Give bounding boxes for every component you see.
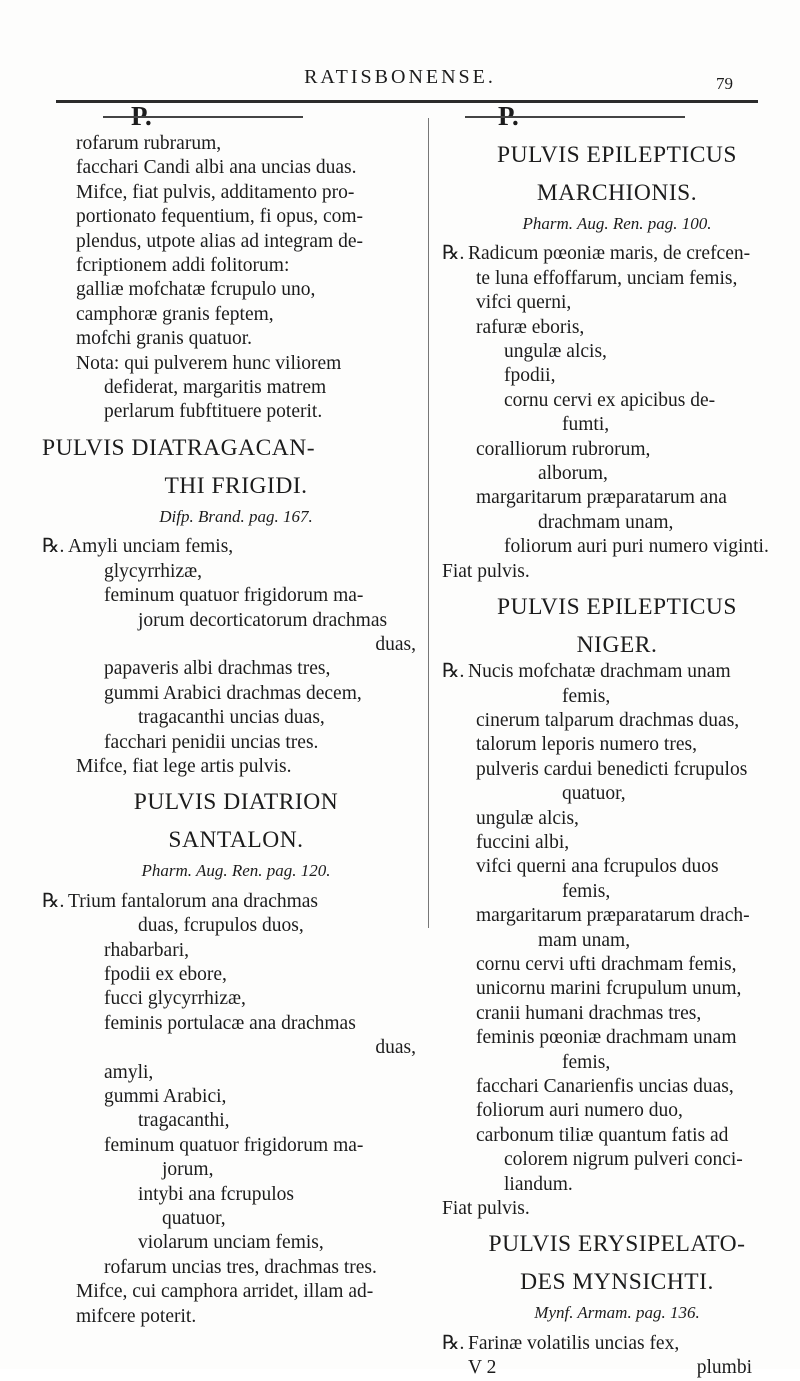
text-line: feminis portulacæ ana drachmas (104, 1012, 356, 1034)
text-line: feminum quatuor frigidorum ma- (104, 585, 364, 607)
source-reference: Pharm. Aug. Ren. pag. 120. (141, 861, 331, 881)
text-line: carbonum tiliæ quantum fatis ad (476, 1124, 729, 1146)
recipe-symbol: ℞. (42, 536, 65, 558)
header-rule (56, 100, 758, 103)
left-column-letter: P. (131, 101, 152, 131)
section-heading: PULVIS EPILEPTICUS (497, 142, 737, 168)
text-line: violarum unciam femis, (138, 1232, 324, 1254)
text-line: rhabarbari, (104, 939, 189, 961)
text-line: facchari Canarienfis uncias duas, (476, 1076, 734, 1097)
text-line: Amyli unciam femis, (68, 536, 234, 558)
source-reference: Pharm. Aug. Ren. pag. 100. (522, 214, 712, 233)
text-line: fpodii ex ebore, (104, 963, 227, 985)
text-line: camphoræ granis feptem, (76, 303, 274, 325)
recipe-symbol: ℞. (442, 1332, 465, 1354)
text-line: galliæ mofchatæ fcrupulo uno, (76, 279, 316, 301)
text-line: jorum decorticatorum drachmas (138, 609, 388, 631)
text-line: Fiat pulvis. (442, 560, 530, 582)
text-line: jorum, (162, 1159, 214, 1181)
text-line: ungulæ alcis, (476, 807, 579, 829)
section-heading: PULVIS DIATRION (133, 789, 339, 816)
text-line: duas, (375, 633, 416, 655)
page-number: 79 (716, 74, 733, 93)
section-heading: DES MYNSICHTI. (520, 1269, 714, 1296)
text-line: defiderat, margaritis matrem (104, 377, 327, 399)
recipe-line (442, 660, 792, 684)
recipe-line (42, 535, 430, 559)
text-line: amyli, (104, 1061, 154, 1083)
text-line: Nucis mofchatæ drachmam unam (468, 661, 731, 683)
text-line: rofarum rubrarum, (76, 133, 222, 154)
text-line: colorem nigrum pulveri conci- (504, 1149, 743, 1171)
text-line: Trium fantalorum ana drachmas (68, 890, 319, 912)
text-line: duas, fcrupulos duos, (138, 915, 304, 937)
text-line: Nota: qui pulverem hunc viliorem (76, 352, 342, 374)
section-heading: NIGER. (576, 632, 658, 659)
text-line: plendus, utpote alias ad integram de- (76, 230, 363, 252)
text-line: quatuor, (562, 783, 626, 805)
text-line: gummi Arabici, (104, 1086, 227, 1107)
text-line: Radicum pœoniæ maris, de crefcen- (468, 243, 751, 265)
recipe-symbol: ℞. (442, 661, 465, 683)
text-line: tragacanthi uncias duas, (138, 707, 325, 729)
text-line: talorum leporis numero tres, (476, 734, 697, 756)
text-line: fumti, (562, 414, 610, 436)
text-line: mam unam, (538, 929, 631, 951)
text-line: facchari Candi albi ana uncias duas. (76, 157, 357, 179)
text-line: te luna effoffarum, unciam femis, (476, 267, 738, 289)
text-line: cornu cervi ex apicibus de- (504, 389, 716, 411)
text-line: Mifce, fiat lege artis pulvis. (76, 755, 292, 777)
section-heading: THI FRIGIDI. (164, 472, 308, 499)
text-line: mifcere poterit. (76, 1305, 197, 1327)
text-line: ungulæ alcis, (504, 341, 607, 363)
section-heading: SANTALON. (168, 827, 304, 854)
text-line: rofarum uncias tres, drachmas tres. (104, 1256, 377, 1278)
text-line: fcriptionem addi folitorum: (76, 255, 290, 277)
running-title: RATISBONENSE. (304, 66, 496, 88)
text-line: feminum quatuor frigidorum ma- (104, 1134, 364, 1156)
recipe-line (442, 242, 792, 266)
text-line: glycyrrhizæ, (104, 560, 203, 582)
text-line: unicornu marini fcrupulum unum, (476, 978, 742, 1000)
recipe-symbol: ℞. (442, 243, 465, 265)
text-line: Mifce, fiat pulvis, additamento pro- (76, 181, 355, 203)
text-line: femis, (562, 1051, 611, 1073)
text-line: liandum. (504, 1173, 573, 1195)
text-line: cornu cervi ufti drachmam femis, (476, 953, 737, 975)
signature-line (442, 1356, 792, 1380)
text-line: quatuor, (162, 1208, 226, 1230)
text-line: perlarum fubftituere poterit. (104, 401, 323, 423)
right-column-letter: P. (498, 101, 519, 131)
recipe-line (42, 890, 430, 914)
text-line: rafuræ eboris, (476, 316, 585, 338)
text-line: pulveris cardui benedicti fcrupulos (476, 758, 748, 780)
text-line: vifci querni ana fcrupulos duos (476, 856, 719, 878)
right-letter-rule (465, 116, 685, 118)
left-column (42, 132, 430, 1329)
text-line: drachmam unam, (538, 511, 674, 533)
text-line: vifci querni, (476, 292, 572, 314)
text-line: mofchi granis quatuor. (76, 328, 253, 350)
text-line: feminis pœoniæ drachmam unam (476, 1027, 737, 1049)
text-line: alborum, (538, 463, 608, 485)
recipe-line (442, 1332, 792, 1356)
text-line: cinerum talparum drachmas duas, (476, 709, 740, 731)
text-line: femis, (562, 685, 611, 707)
text-line: Fiat pulvis. (442, 1198, 530, 1220)
text-line: margaritarum præparatarum drach- (476, 905, 750, 927)
text-line: tragacanthi, (138, 1110, 230, 1132)
right-column (442, 132, 792, 1381)
text-line: gummi Arabici drachmas decem, (104, 682, 362, 704)
text-line: duas, (375, 1037, 416, 1059)
text-line: portionato fequentium, fi opus, com- (76, 206, 364, 228)
source-reference: Mynf. Armam. pag. 136. (534, 1303, 700, 1323)
catchword: plumbi (696, 1357, 752, 1379)
text-line: papaveris albi drachmas tres, (104, 658, 331, 680)
text-line: cranii humani drachmas tres, (476, 1002, 702, 1024)
section-heading: PULVIS EPILEPTICUS (497, 594, 737, 621)
text-line: coralliorum rubrorum, (476, 438, 651, 460)
section-heading: PULVIS ERYSIPELATO- (488, 1231, 746, 1258)
text-line: Farinæ volatilis uncias fex, (468, 1332, 680, 1354)
signature-mark: V 2 (468, 1357, 497, 1379)
text-line: facchari penidii uncias tres. (104, 731, 319, 753)
section-heading: PULVIS DIATRAGACAN- (42, 434, 316, 461)
left-letter-rule (103, 116, 303, 118)
text-line: margaritarum præparatarum ana (476, 487, 727, 509)
source-reference: Difp. Brand. pag. 167. (159, 506, 313, 526)
text-line: fuccini albi, (476, 831, 570, 853)
text-line: intybi ana fcrupulos (138, 1183, 294, 1205)
text-line: fucci glycyrrhizæ, (104, 988, 246, 1010)
recipe-symbol: ℞. (42, 890, 65, 912)
text-line: foliorum auri puri numero viginti. (504, 536, 769, 558)
section-heading: MARCHIONIS. (536, 180, 698, 206)
text-line: fpodii, (504, 365, 556, 387)
text-line: Mifce, cui camphora arridet, illam ad- (76, 1281, 374, 1303)
text-line: foliorum auri numero duo, (476, 1100, 683, 1122)
text-line: femis, (562, 880, 611, 902)
